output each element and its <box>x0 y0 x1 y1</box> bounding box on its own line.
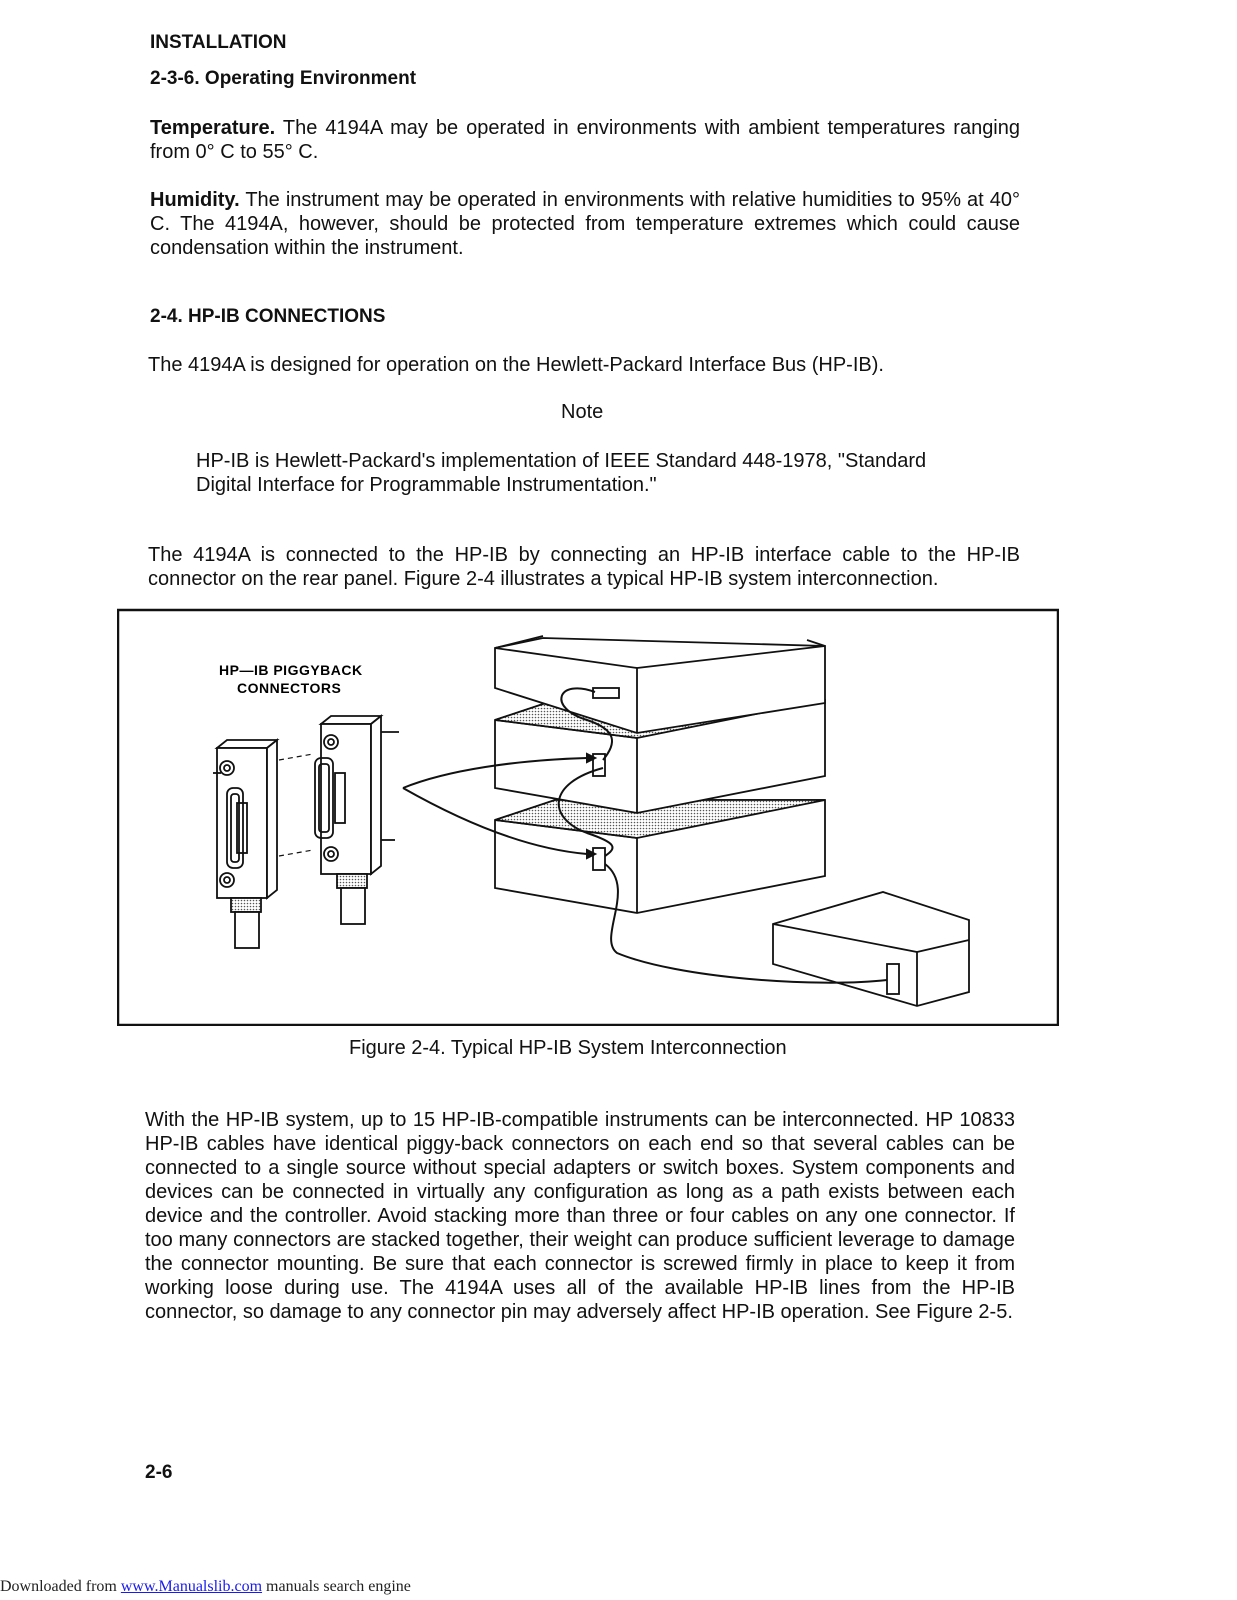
piggyback-connector-right <box>315 716 399 924</box>
humidity-paragraph <box>150 188 1020 260</box>
piggyback-connector-left <box>213 740 277 948</box>
figure-label-line2: CONNECTORS <box>237 680 342 696</box>
instrument-stack <box>495 636 825 913</box>
connect-paragraph: The 4194A is connected to the HP-IB by connecting an HP-IB interface cable to the HP-IB connector on the rear panel. Figure 2-4 illustrates a typical HP-IB system interconnection. <box>148 544 1020 590</box>
temperature-paragraph <box>150 116 1020 164</box>
running-title: INSTALLATION <box>150 32 287 53</box>
section-heading-hpib-connections: 2-4. HP-IB CONNECTIONS <box>150 306 386 327</box>
hpib-intro: The 4194A is designed for operation on the Hewlett-Packard Interface Bus (HP-IB). <box>148 354 884 376</box>
temperature-term: Temperature. <box>150 117 276 139</box>
page-number: 2-6 <box>145 1462 173 1483</box>
controller-device <box>773 892 969 1006</box>
footer-suffix: manuals search engine <box>262 1578 411 1595</box>
figure-label-line1: HP—IB PIGGYBACK <box>219 662 363 678</box>
download-footer <box>0 1578 411 1596</box>
figure-caption: Figure 2-4. Typical HP-IB System Interconnection <box>349 1037 787 1059</box>
note-text: HP-IB is Hewlett-Packard's implementation of IEEE Standard 448-1978, "Standard Digital Interface for Programmable Instrumentation." <box>196 450 927 496</box>
temperature-text: The 4194A may be operated in environments with ambient temperatures ranging from 0° C to 55° C. <box>150 117 1021 163</box>
body-paragraph: With the HP-IB system, up to 15 HP-IB-compatible instruments can be interconnected. HP 10833 HP-IB cables have identical piggy-back connectors on each end so that several cables can be connected to a single source without special adapters or switch boxes. System components and devices can be connected in virtually any configuration as long as a path exists between each device and the controller. Avoid stacking more than three or four cables on any one connector. If too many connectors are stacked together, their weight can produce sufficient leverage to damage the connector mounting. Be sure that each connector is screwed firmly in place to keep it from working loose during use. The 4194A uses all of the available HP-IB lines from the HP-IB connector, so damage to any connector pin may adversely affect HP-IB operation. See Figure 2-5. <box>145 1109 1015 1323</box>
footer-prefix: Downloaded from <box>0 1578 121 1595</box>
hpib-interconnection-illustration <box>117 608 1059 1026</box>
humidity-term: Humidity. <box>150 189 240 211</box>
figure-2-4 <box>117 608 1059 1026</box>
manualslib-link[interactable]: www.Manualslib.com <box>120 1578 263 1595</box>
note-label: Note <box>561 401 604 423</box>
section-heading-operating-environment: 2-3-6. Operating Environment <box>150 68 417 89</box>
humidity-text: The instrument may be operated in environments with relative humidities to 95% at 40° C. The 4194A, however, should be protected from temperature extremes which could cause condensation within the instrument. <box>150 189 1020 259</box>
